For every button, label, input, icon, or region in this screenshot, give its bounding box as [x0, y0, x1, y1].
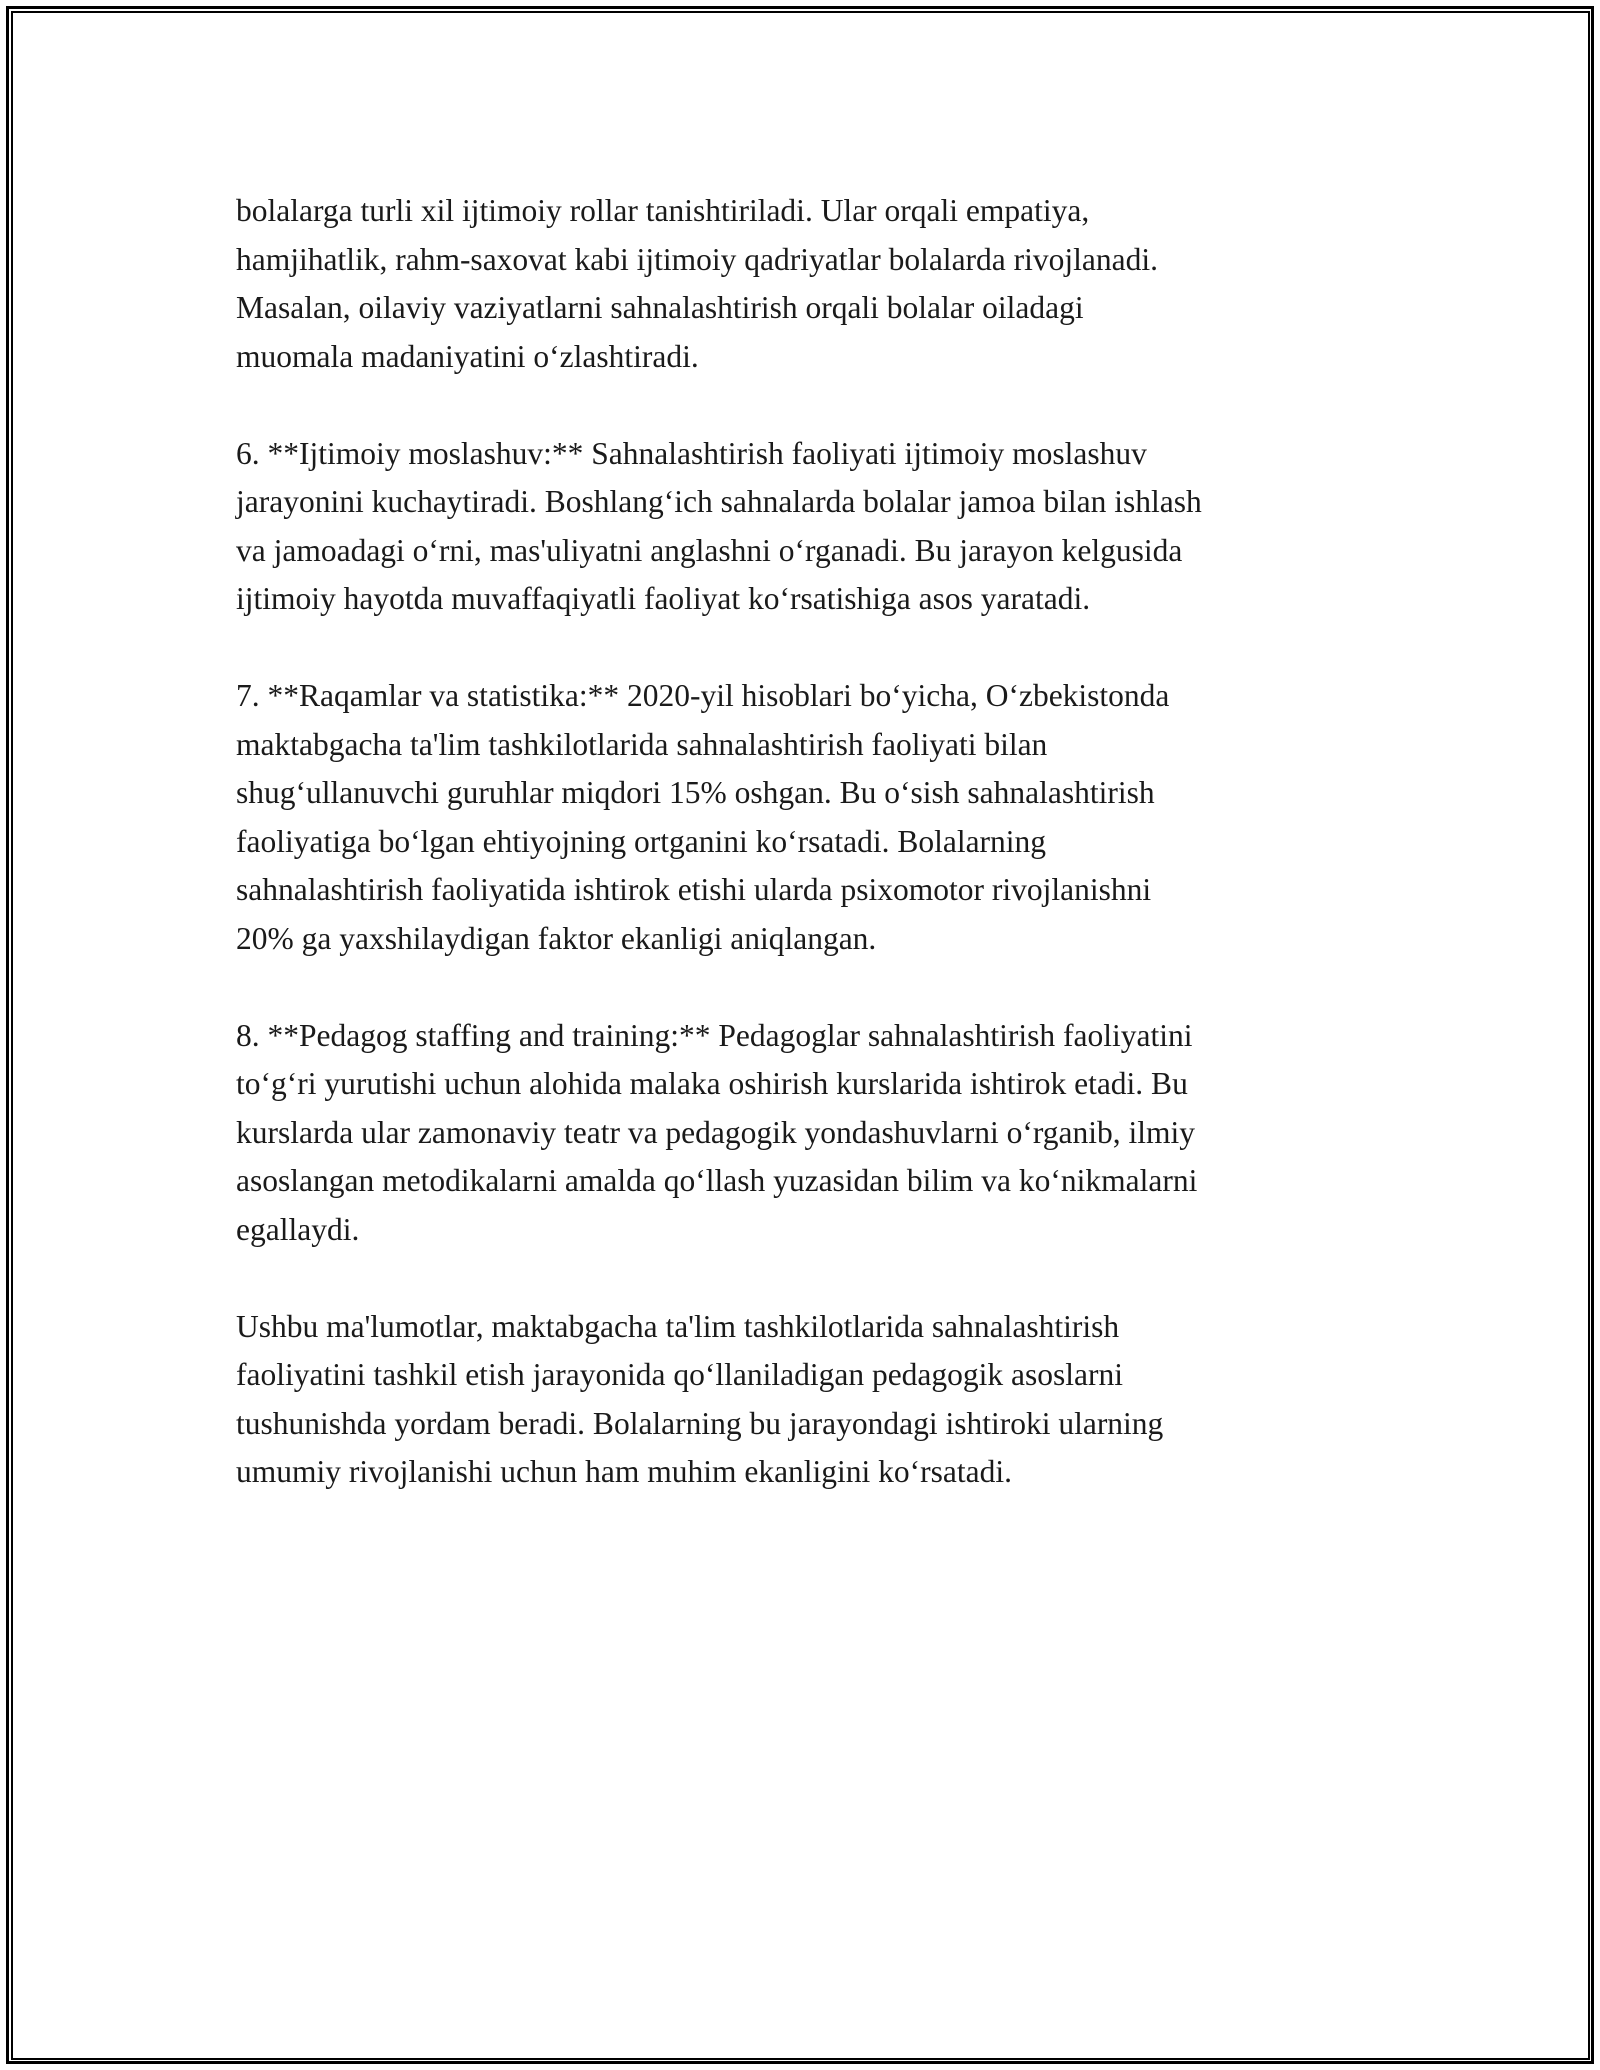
- paragraph-pedagog-training: 8. **Pedagog staffing and training:** Pedagoglar sahnalashtirish faoliyatini to‘g‘ri yurutishi uchun alohida malaka oshirish kurslarida ishtirok etadi. Bu kurslarda ular zamonaviy teatr va pedagogik yondashuvlarni o‘rganib, ilmiy asoslangan metodikalarni amalda qo‘llash yuzasidan bilim va ko‘nikmalarni egallaydi.: [236, 1017, 1198, 1247]
- paragraph-social-adaptation: 6. **Ijtimoiy moslashuv:** Sahnalashtirish faoliyati ijtimoiy moslashuv jarayonini kuchaytiradi. Boshlang‘ich sahnalarda bolalar jamoa bilan ishlash va jamoadagi o‘rni, mas'uliyatni anglashni o‘rganadi. Bu jarayon kelgusida ijtimoiy hayotda muvaffaqiyatli faoliyat ko‘rsatishiga asos yaratadi.: [236, 435, 1202, 616]
- paragraph-conclusion: Ushbu ma'lumotlar, maktabgacha ta'lim tashkilotlarida sahnalashtirish faoliyatini tashkil etish jarayonida qo‘llaniladigan pedagogik asoslarni tushunishda yordam beradi. Bolalarning bu jarayondagi ishtiroki ularning umumiy rivojlanishi uchun ham muhim ekanligini ko‘rsatadi.: [236, 1308, 1164, 1489]
- paragraph-intro: bolalarga turli xil ijtimoiy rollar tanishtiriladi. Ular orqali empatiya, hamjihatlik, rahm-saxovat kabi ijtimoiy qadriyatlar bolalarda rivojlanadi. Masalan, oilaviy vaziyatlarni sahnalashtirish orqali bolalar oiladagi muomala madaniyatini o‘zlashtiradi.: [236, 193, 1158, 374]
- paragraph-statistics: 7. **Raqamlar va statistika:** 2020-yil hisoblari bo‘yicha, O‘zbekistonda maktabgacha ta'lim tashkilotlarida sahnalashtirish faoliyati bilan shug‘ullanuvchi guruhlar miqdori 15% oshgan. Bu o‘sish sahnalashtirish faoliyatiga bo‘lgan ehtiyojning ortganini ko‘rsatadi. Bolalarning sahnalashtirish faoliyatida ishtirok etishi ularda psixomotor rivojlanishni 20% ga yaxshilaydigan faktor ekanligi aniqlangan.: [236, 678, 1170, 956]
- document-body: [236, 187, 1376, 1545]
